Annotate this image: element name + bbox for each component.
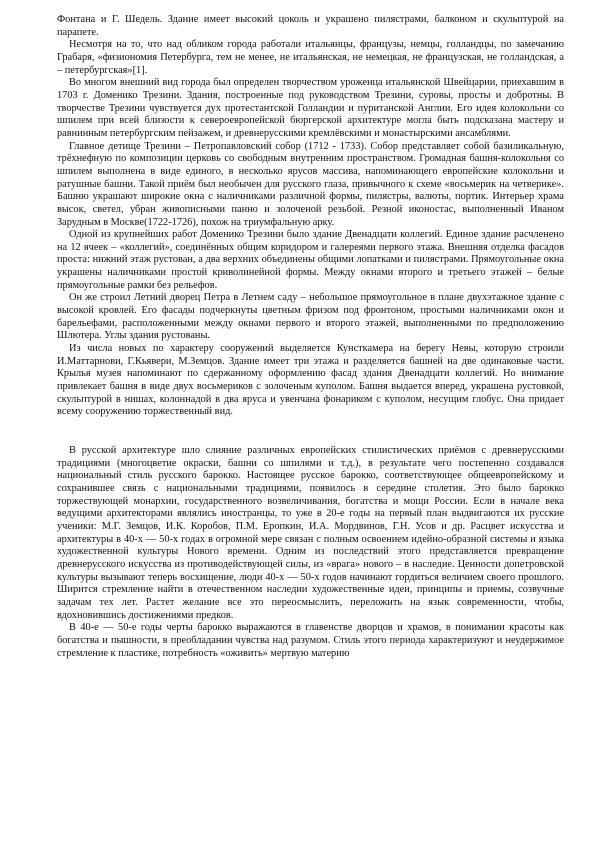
section-gap — [57, 419, 564, 445]
paragraph-summer-palace: Он же строил Летний дворец Петра в Летнем саду – небольшое прямоугольное в плане двухэтажное здание с высокой кровлей. Его фасады подчеркнуты цветным фризом под фронтоном, простыми наличниками окон и барельефами, расположенными между окнами первого и второго этажей, выполненными по предположению Шлютера. Углы здания рустованы. — [57, 292, 564, 342]
paragraph-twelve-collegia: Одной из крупнейших работ Доменико Трезини было здание Двенадцати коллегий. Единое здание расчленено на 12 ячеек – «коллегий», соединённых общим коридором и галереями первого этажа. Внешняя отделка фасадов проста: нижний этаж рустован, а два верхних объединены общими лопатками и пилястрами. Прямоугольные окна украшены наличниками простой криволинейной формы. Между окнами второго и третьего этажей – белые прямоугольные рамки без рельефов. — [57, 229, 564, 291]
paragraph-continuation: Фонтана и Г. Шедель. Здание имеет высокий цоколь и украшено пилястрами, балконом и скульптурой на парапете. — [57, 14, 564, 38]
paragraph-baroque-40s-50s: В 40-е — 50-е годы черты барокко выражаются в главенстве дворцов и храмов, в понимании красоты как богатства и пышности, в преобладании чувства над разумом. Стиль этого периода характеризуют и неудержимое стремление к пластике, потребность «оживить» мертвую материю — [57, 622, 564, 659]
paragraph-russian-baroque: В русской архитектуре шло слияние различных европейских стилистических приёмов с древнерусскими традициями (многоцветие окраски, башни со шпилями и т.д.), в результате чего постепенно создавался национальный стиль русского барокко. Настоящее русское барокко, соответствующее общеевропейскому и сохранившее связь с национальными традициями, появилось в середине столетия. Это было барокко торжествующей монархии, государственного возвеличивания, богатства и мощи России. Если в начале века ведущими архитекторами являлись иностранцы, то уже в 20-е годы на первый план выдвигаются их русские ученики: М.Г. Земцов, И.К. Коробов, П.М. Еропкин, И.А. Мордвинов, Г.Н. Усов и др. Расцвет искусства и архитектуры в 40-х — 50-х годах в огромной мере связан с полным освоением идейно-образной системы и языка художественной культуры Нового времени. Одним из последствий этого представляется превращение древнерусского искусства из противодействующей силы, из «врага» нового – в наследие. Ценности допетровской культуры вызывают теперь восхищение, люди 40-х — 50-х годов начинают гордиться величием своего прошлого. Ширится стремление найти в отечественном наследии художественные идеи, принципы и приемы, созвучные задачам тех лет. Растет желание все это переосмыслить, переложить на язык современности, чтобы, вдохновившись достижениями предков. — [57, 445, 564, 621]
paragraph-kunstkamera: Из числа новых по характеру сооружений выделяется Кунсткамера на берегу Невы, которую строили И.Маттарнови, Г.Кьявери, М.Земцов. Здание имеет три этажа и разделяется башней на две одинаковые части. Крылья музея напоминают по сдержанному оформлению фасад здания Двенадцати коллегий. Но внимание привлекает башня в виде двух восьмериков с золоченым куполом. Башня выдается вперед, украшена рустовкой, скульптурой в нишах, колоннадой в два яруса и увенчана фонариком с куполом, несущим глобус. Она придает всему сооружению торжественный вид. — [57, 343, 564, 418]
paragraph-grabar-quote: Несмотря на то, что над обликом города работали итальянцы, французы, немцы, голландцы, по замечанию Грабаря, «физиономия Петербурга, тем не менее, не итальянская, не немецкая, не французская, не голландская, а – петербургская»[1]. — [57, 39, 564, 76]
paragraph-peter-paul-cathedral: Главное детище Трезини – Петропавловский собор (1712 - 1733). Собор представляет собой базиликальную, трёхнефную по композиции церковь со свободным внутренним пространством. Громадная башня-колокольня со шпилем выполнена в виде единого, в несколько ярусов массива, напоминающего европейские колокольни и ратушные башни. Такой приём был необычен для русского глаза, привычного к схеме «восьмерик на четверике». Башню украшают широкие окна с наличниками различной формы, пилястры, валюты, портик. Интерьер храма высок, светел, убран живописными панно и золоченой резьбой. Резной иконостас, выполненный Иваном Зарудным в Москве(1722-1726), похож на триумфальную арку. — [57, 140, 564, 228]
paragraph-trezzini: Во многом внешний вид города был определен творчеством уроженца итальянской Швейцарии, приехавшим в 1703 г. Доменико Трезини. Здания, построенные под руководством Трезини, суровы, просты и добротны. В творчестве Трезини чувствуется дух протестантской Голландии и пуританской Англии. Его идея колокольни со шпилем при всей близости к североевропейской бюргерской архитектуре могла быть подсказана мастеру и равнинным петербургским пейзажем, и древнерусскими кремлёвскими и монастырскими ансамблями. — [57, 77, 564, 139]
